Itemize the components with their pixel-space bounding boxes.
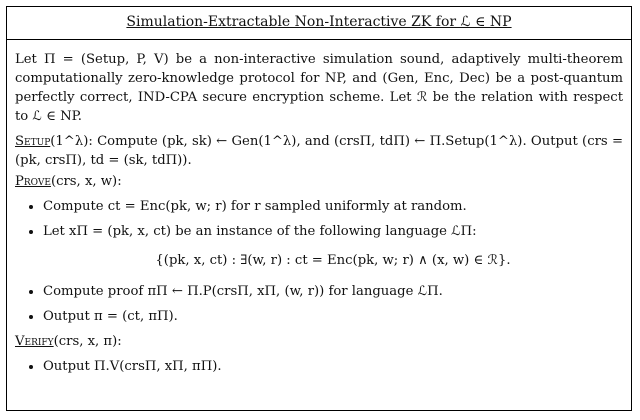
language-definition: {(pk, x, ct) : ∃(w, r) : ct = Enc(pk, w; r) ∧ (x, w) ∈ ℛ}. (155, 253, 511, 268)
prove-item-text: Let xΠ = (pk, x, ct) be an instance of the following language ℒΠ: (43, 224, 477, 239)
verify-step (15, 332, 623, 351)
protocol-title-text: Simulation-Extractable Non-Interactive ZK for ℒ ∈ NP (126, 14, 512, 30)
setup-label: Setup (15, 134, 51, 149)
prove-step (15, 172, 623, 191)
prove-list (15, 197, 623, 326)
verify-item: • Output Π.V(crsΠ, xΠ, πΠ). (43, 357, 623, 376)
prove-item: • Compute proof πΠ ← Π.P(crsΠ, xΠ, (w, r)) for language ℒΠ. (43, 282, 623, 301)
intro-paragraph: Let Π = (Setup, P, V) be a non-interactive simulation sound, adaptively multi-theorem computationally zero-knowledge protocol for NP, and (Gen, Enc, Dec) be a post-quantum perfectly correct, IND-CPA secure encryption scheme. Let ℛ be the relation with respect to ℒ ∈ NP. (15, 52, 623, 124)
verify-label: Verify (15, 334, 54, 349)
protocol-box (6, 6, 632, 411)
protocol-title (7, 7, 631, 40)
protocol-body (7, 40, 631, 376)
verify-list (15, 357, 623, 376)
prove-item (43, 222, 623, 270)
prove-item: • Output π = (ct, πΠ). (43, 307, 623, 326)
verify-args: (crs, x, π): (53, 334, 122, 349)
prove-label: Prove (15, 174, 51, 189)
setup-step (15, 132, 623, 170)
setup-text: (1^λ): Compute (pk, sk) ← Gen(1^λ), and (crsΠ, tdΠ) ← Π.Setup(1^λ). Output (crs = (pk, crsΠ), td = (sk, tdΠ)). (15, 134, 623, 168)
prove-item: • Compute ct = Enc(pk, w; r) for r sampled uniformly at random. (43, 197, 623, 216)
prove-args: (crs, x, w): (50, 174, 122, 189)
